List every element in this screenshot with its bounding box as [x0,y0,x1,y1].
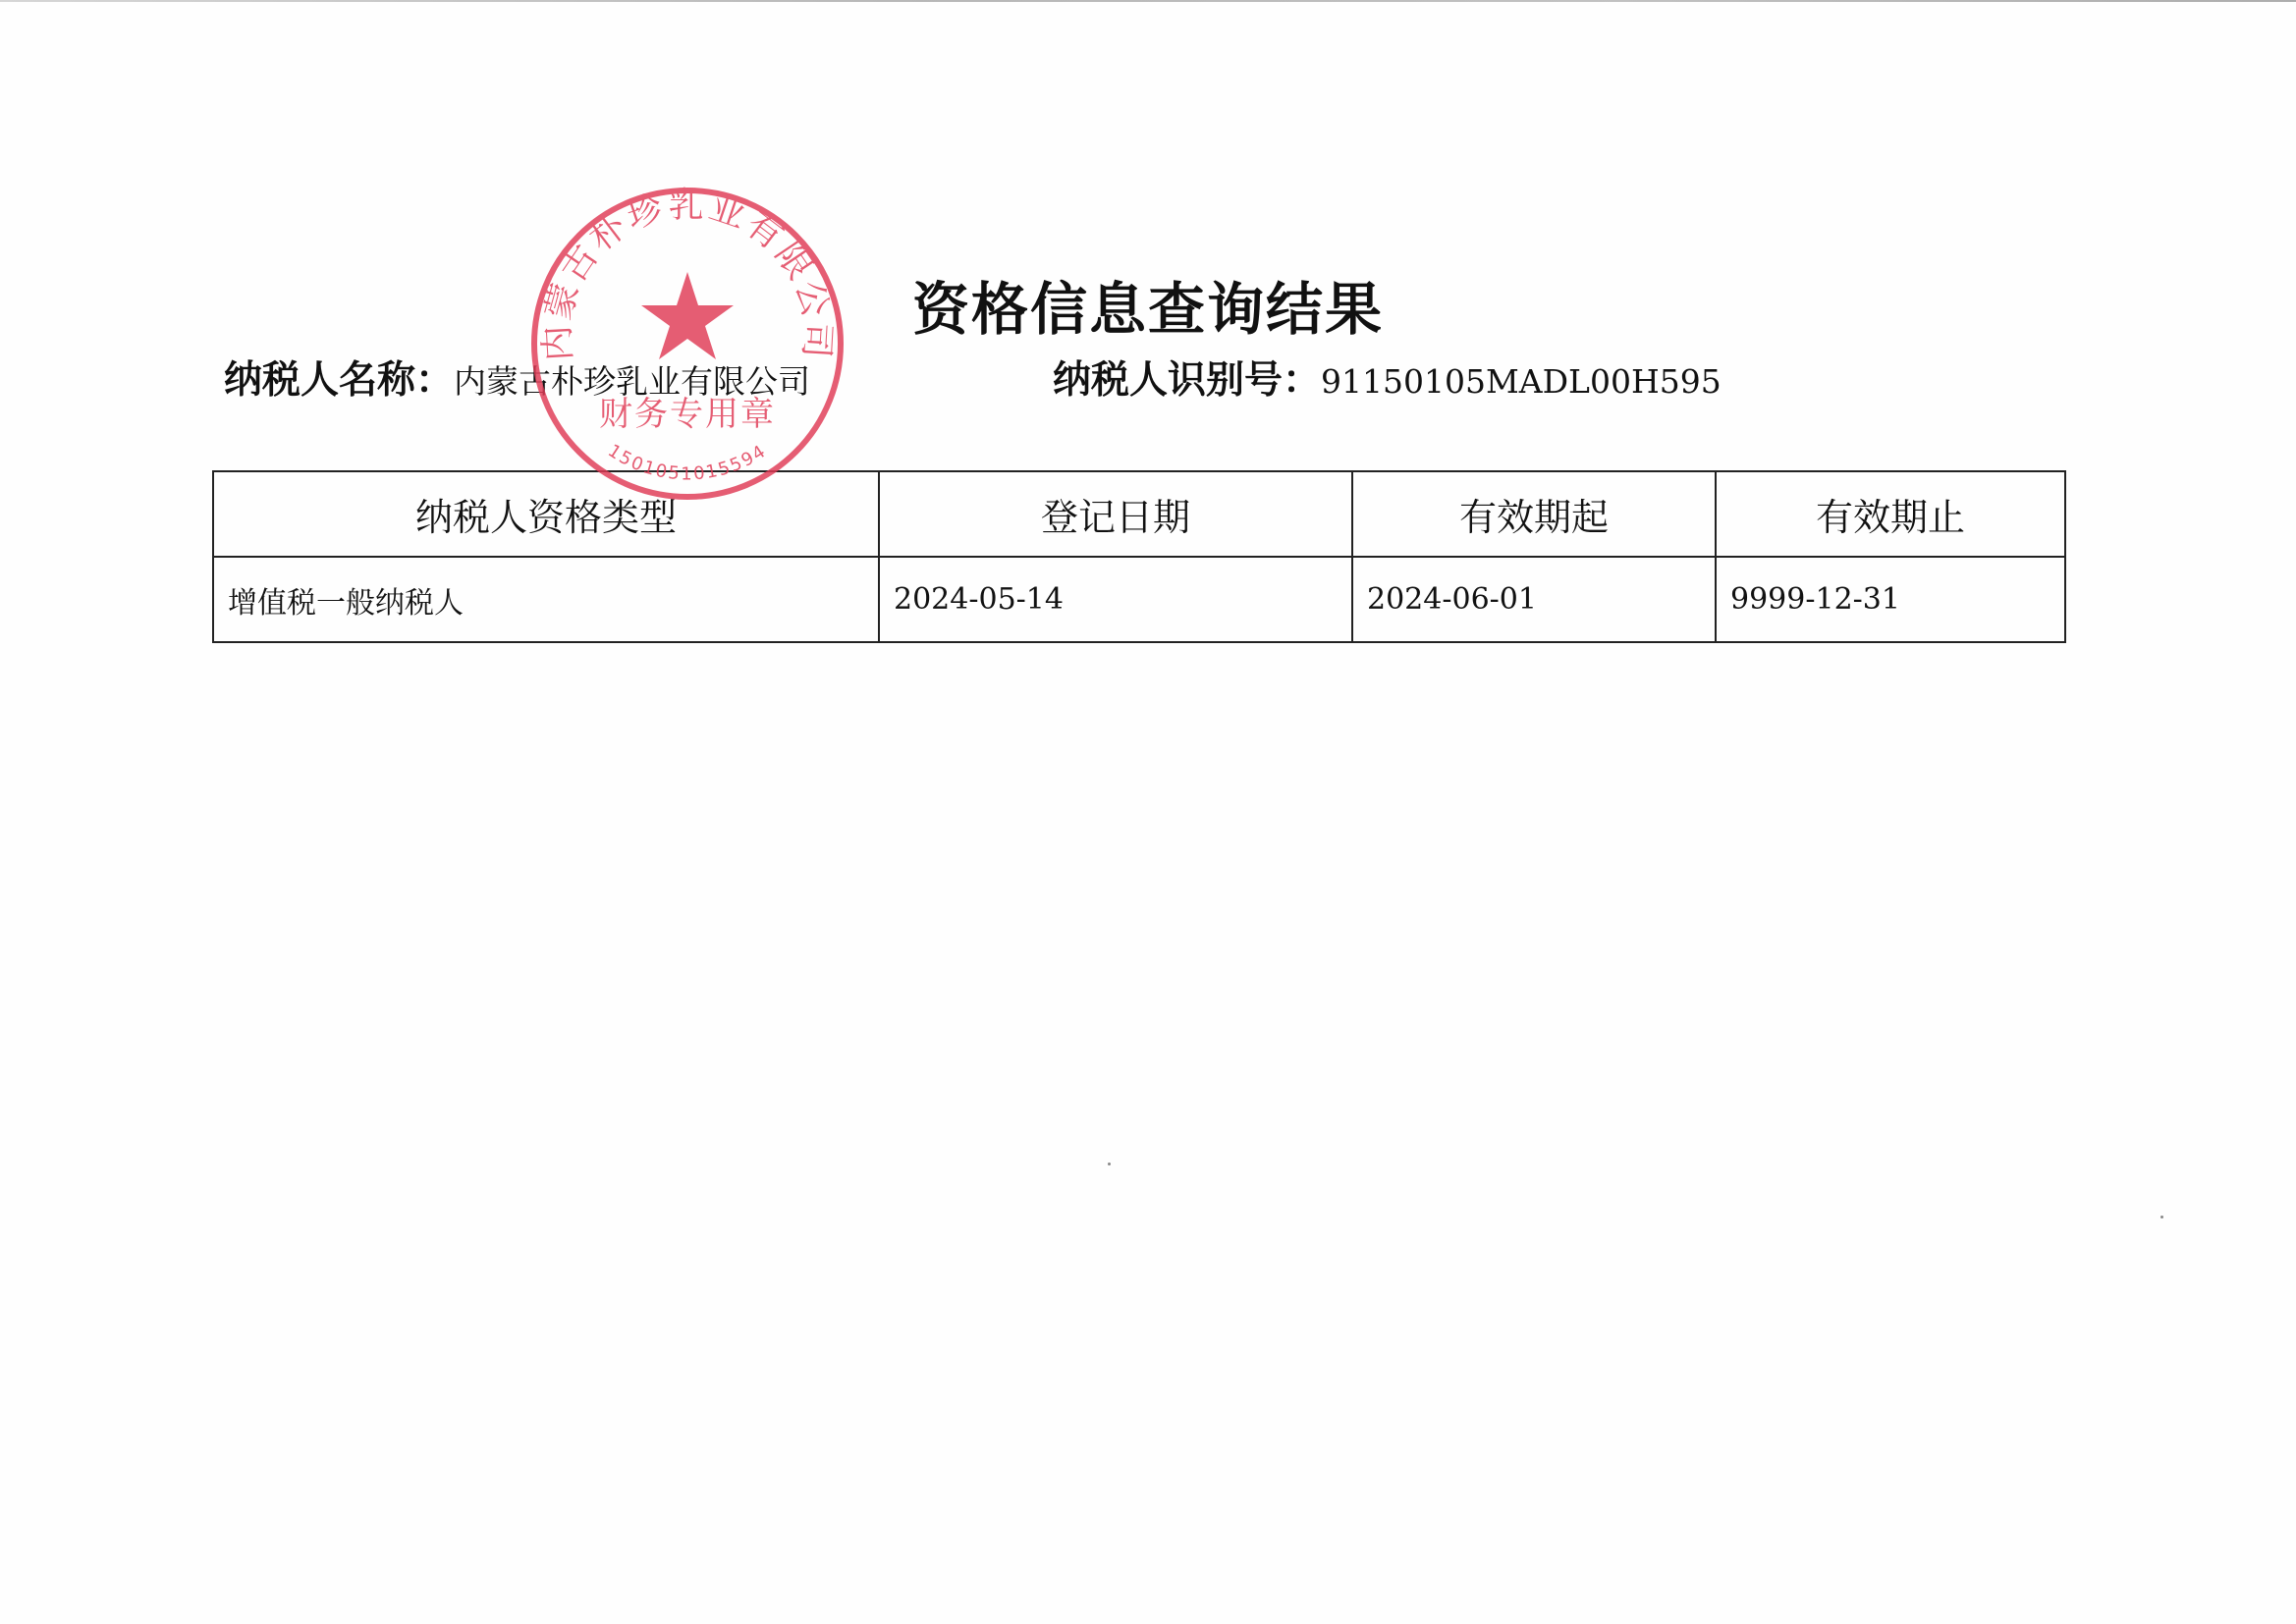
taxpayer-id-label: 纳税人识别号： [1053,358,1322,403]
scan-speck [2160,1216,2163,1218]
table-header-row [213,471,2065,557]
seal-company-text: 内蒙古朴珍乳业有限公司 [537,185,838,362]
taxpayer-id-row [1053,357,1722,406]
cell-qualification-type: 增值税一般纳税人 [213,557,879,642]
page-title: 资格信息查询结果 [911,276,1384,343]
qualification-table [212,470,2066,643]
header-valid-from: 有效期起 [1352,471,1716,557]
header-registration-date: 登记日期 [879,471,1352,557]
scan-top-edge [0,0,2296,2]
header-valid-to: 有效期止 [1716,471,2065,557]
taxpayer-name-row [224,357,810,406]
cell-valid-from: 2024-06-01 [1352,557,1716,642]
seal-purpose-text: 财务专用章 [599,395,776,434]
header-qualification-type: 纳税人资格类型 [213,471,879,557]
cell-valid-to: 9999-12-31 [1716,557,2065,642]
table-row [213,557,2065,642]
taxpayer-name-label: 纳税人名称： [224,358,455,403]
taxpayer-name-value: 内蒙古朴珍乳业有限公司 [454,362,811,401]
taxpayer-id-value: 91150105MADL00H595 [1321,362,1722,401]
seal-number-text: 1501051015594 [604,440,771,485]
scan-speck [1108,1163,1111,1165]
cell-registration-date: 2024-05-14 [879,557,1352,642]
